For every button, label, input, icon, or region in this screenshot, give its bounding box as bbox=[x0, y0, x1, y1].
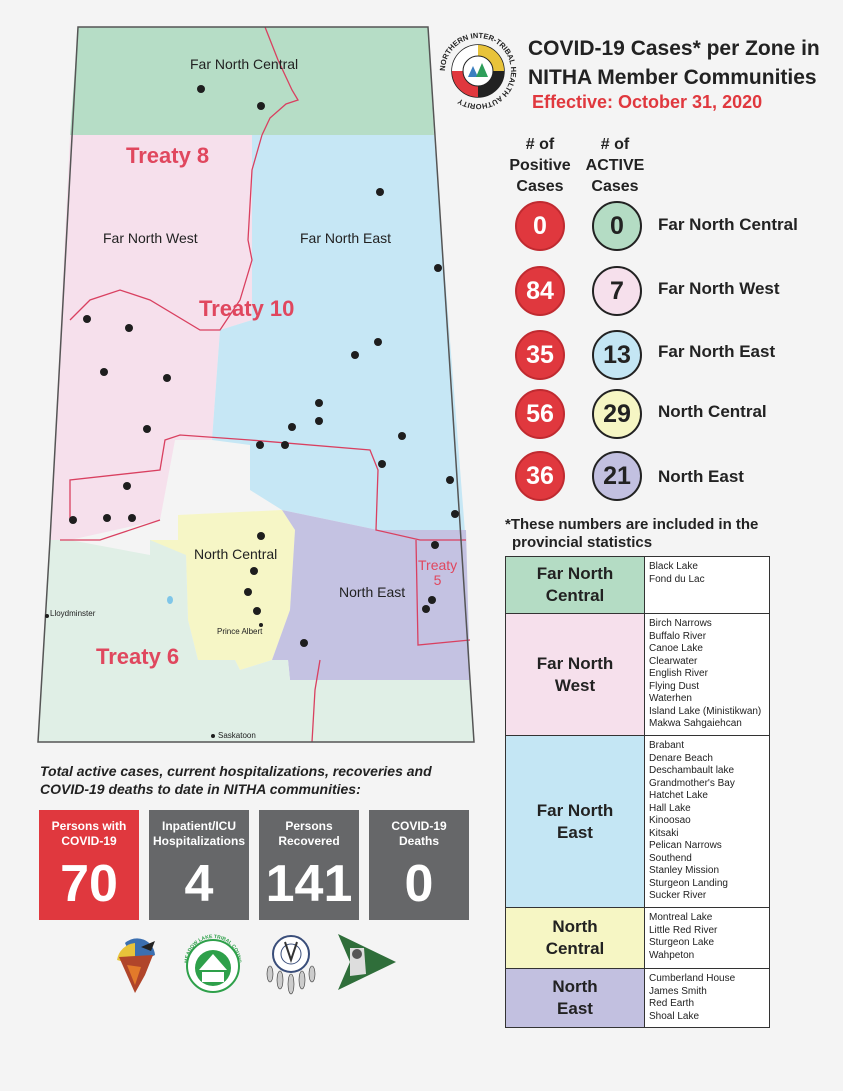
map-label-far-north-east: Far North East bbox=[300, 230, 392, 246]
list-item: Makwa Sahgaiehcan bbox=[649, 718, 742, 729]
dreamcatcher-icon bbox=[258, 930, 324, 996]
list-item: Hall Lake bbox=[649, 802, 691, 814]
zone-label-far-north-east: Far North East bbox=[658, 342, 776, 361]
map-label-treaty-6: Treaty 6 bbox=[96, 644, 180, 669]
zone-cell-line2: East bbox=[557, 999, 593, 1018]
box-value: 4 bbox=[184, 855, 214, 913]
positive-cases-far-north-central: 0 bbox=[515, 201, 565, 251]
table-zone-north-east bbox=[506, 969, 645, 1028]
list-item: Island Lake (Ministikwan) bbox=[649, 705, 762, 717]
tribal-emblem-icon bbox=[105, 935, 165, 995]
map-label-far-north-central: Far North Central bbox=[190, 56, 299, 72]
active-head-3: Cases bbox=[591, 178, 639, 195]
zone-label-north-east: North East bbox=[658, 467, 744, 486]
list-item: Fond du Lac bbox=[649, 573, 705, 585]
zone-label-far-north-west: Far North West bbox=[658, 279, 780, 298]
community-list-far-north-central bbox=[645, 557, 770, 614]
box-label-line2: Deaths bbox=[398, 834, 439, 848]
table-row bbox=[506, 908, 770, 969]
zone-cell-line2: Central bbox=[545, 939, 605, 958]
effective-date: Effective: October 31, 2020 bbox=[532, 92, 763, 112]
summary-heading-line2: COVID-19 deaths to date in NITHA communities: bbox=[40, 781, 361, 797]
logo-ring-text: NORTHERN INTER-TRIBAL HEALTH AUTHORITY bbox=[437, 30, 519, 112]
mltc-ring-text: MEADOW LAKE TRIBAL COUNC bbox=[183, 933, 243, 964]
list-item: Pelican Narrows bbox=[649, 840, 722, 851]
covid-deaths-box bbox=[369, 810, 469, 920]
zone-cell-line2: East bbox=[557, 822, 593, 842]
list-item: Kinoosao bbox=[649, 815, 691, 826]
box-label-line2: Hospitalizations bbox=[152, 834, 245, 848]
box-label-line2: Recovered bbox=[278, 834, 340, 848]
zone-cell-line2: Central bbox=[545, 586, 605, 605]
active-head-2: ACTIVE bbox=[585, 157, 645, 174]
box-label bbox=[149, 819, 249, 849]
zone-cell-line1: Far North bbox=[536, 564, 614, 583]
community-list-north-central bbox=[645, 908, 770, 969]
box-label bbox=[39, 819, 139, 849]
map-label-far-north-west: Far North West bbox=[103, 230, 198, 246]
box-label bbox=[259, 819, 359, 849]
table-row bbox=[506, 969, 770, 1028]
map-label-treaty-5 bbox=[418, 558, 457, 588]
list-item: Grandmother's Bay bbox=[649, 777, 735, 789]
box-label-line1: Persons with bbox=[51, 819, 127, 833]
list-item: Little Red River bbox=[649, 924, 718, 936]
list-item: Sucker River bbox=[649, 890, 707, 901]
list-item: Wahpeton bbox=[649, 949, 695, 961]
map-label-north-central: North Central bbox=[194, 546, 278, 562]
table-zone-far-north-central bbox=[506, 557, 645, 614]
positive-column-heading bbox=[505, 134, 575, 197]
list-item: English River bbox=[649, 668, 708, 679]
active-cases-north-east: 21 bbox=[592, 451, 642, 501]
zone-label-far-north-central: Far North Central bbox=[658, 215, 798, 234]
list-item: Deschambault lake bbox=[649, 765, 735, 776]
active-cases-north-central: 29 bbox=[592, 389, 642, 439]
list-item: Montreal Lake bbox=[649, 912, 713, 923]
list-item: Red Earth bbox=[649, 998, 695, 1009]
list-item: Flying Dust bbox=[649, 680, 700, 692]
list-item: Southend bbox=[649, 852, 692, 864]
provincial-stats-note bbox=[505, 516, 825, 552]
list-item: James Smith bbox=[649, 985, 707, 997]
map-label-north-east: North East bbox=[339, 584, 406, 600]
page-title bbox=[528, 34, 838, 92]
communities-table bbox=[505, 556, 770, 1028]
nitha-logo bbox=[437, 30, 519, 112]
list-item: Buffalo River bbox=[649, 630, 707, 642]
box-label-line2: COVID-19 bbox=[61, 834, 117, 848]
active-cases-far-north-west: 7 bbox=[592, 266, 642, 316]
community-list-north-east bbox=[645, 969, 770, 1028]
map-label-lloydminster: Lloydminster bbox=[50, 609, 96, 618]
zone-cell-line1: Far North bbox=[536, 653, 614, 673]
box-value: 0 bbox=[404, 855, 434, 913]
green-arrow-logo bbox=[336, 930, 398, 992]
table-row bbox=[506, 736, 770, 908]
saskatchewan-zone-map bbox=[0, 0, 480, 750]
map-label-treaty-10: Treaty 10 bbox=[199, 296, 295, 321]
community-list-far-north-east bbox=[645, 736, 770, 908]
zone-label-north-central: North Central bbox=[658, 402, 767, 421]
positive-cases-far-north-east: 35 bbox=[515, 330, 565, 380]
treaty-5-line2: 5 bbox=[433, 572, 442, 588]
note-line2: provincial statistics bbox=[512, 534, 653, 551]
active-head-1: # of bbox=[600, 136, 630, 153]
positive-head-3: Cases bbox=[516, 178, 564, 195]
summary-heading-line1: Total active cases, current hospitalizations, recoveries and bbox=[40, 763, 432, 779]
box-label-line1: Persons bbox=[285, 819, 333, 833]
community-list-far-north-west bbox=[645, 614, 770, 736]
table-zone-far-north-west bbox=[506, 614, 645, 736]
list-item: Stanley Mission bbox=[649, 865, 720, 876]
box-value: 70 bbox=[60, 855, 118, 913]
list-item: Shoal Lake bbox=[649, 1010, 700, 1022]
zone-cell-line1: North bbox=[552, 977, 598, 996]
zone-cell-line1: Far North bbox=[536, 800, 614, 820]
summary-heading bbox=[40, 762, 480, 798]
persons-recovered-box bbox=[259, 810, 359, 920]
list-item: Sturgeon Landing bbox=[649, 877, 728, 889]
table-row bbox=[506, 557, 770, 614]
note-line1: *These numbers are included in the bbox=[505, 516, 759, 533]
list-item: Denare Beach bbox=[649, 752, 713, 764]
positive-head-1: # of bbox=[525, 136, 555, 153]
title-line2: NITHA Member Communities bbox=[528, 66, 817, 89]
meadow-lake-tribal-council-logo bbox=[182, 930, 244, 996]
map-label-saskatoon: Saskatoon bbox=[218, 731, 256, 740]
box-label-line1: COVID-19 bbox=[391, 819, 447, 833]
map-label-prince-albert: Prince Albert bbox=[217, 627, 263, 636]
active-cases-far-north-east: 13 bbox=[592, 330, 642, 380]
positive-cases-north-east: 36 bbox=[515, 451, 565, 501]
list-item: Brabant bbox=[649, 740, 685, 751]
table-row bbox=[506, 614, 770, 736]
list-item: Hatchet Lake bbox=[649, 790, 708, 801]
list-item: Birch Narrows bbox=[649, 618, 712, 629]
title-line1: COVID-19 Cases* per Zone in bbox=[528, 37, 820, 60]
box-value: 141 bbox=[265, 855, 353, 913]
treaty-5-line1: Treaty bbox=[418, 557, 458, 573]
zone-cell-line2: West bbox=[554, 675, 596, 695]
list-item: Cumberland House bbox=[649, 973, 736, 984]
active-cases-far-north-central: 0 bbox=[592, 201, 642, 251]
table-zone-far-north-east bbox=[506, 736, 645, 908]
zone-far-north-central-area bbox=[70, 27, 434, 135]
map-label-treaty-8: Treaty 8 bbox=[126, 143, 210, 168]
list-item: Black Lake bbox=[649, 561, 698, 572]
zone-cell-line1: North bbox=[552, 917, 598, 936]
active-column-heading bbox=[580, 134, 650, 197]
box-label-line1: Inpatient/ICU bbox=[162, 819, 236, 833]
positive-cases-far-north-west: 84 bbox=[515, 266, 565, 316]
hospitalizations-box bbox=[149, 810, 249, 920]
list-item: Waterhen bbox=[649, 693, 692, 704]
list-item: Kitsaki bbox=[649, 827, 679, 839]
positive-head-2: Positive bbox=[509, 157, 571, 174]
positive-cases-north-central: 56 bbox=[515, 389, 565, 439]
list-item: Clearwater bbox=[649, 655, 698, 667]
list-item: Canoe Lake bbox=[649, 643, 703, 654]
persons-with-covid-box bbox=[39, 810, 139, 920]
box-label bbox=[369, 819, 469, 849]
table-zone-north-central bbox=[506, 908, 645, 969]
list-item: Sturgeon Lake bbox=[649, 937, 715, 948]
